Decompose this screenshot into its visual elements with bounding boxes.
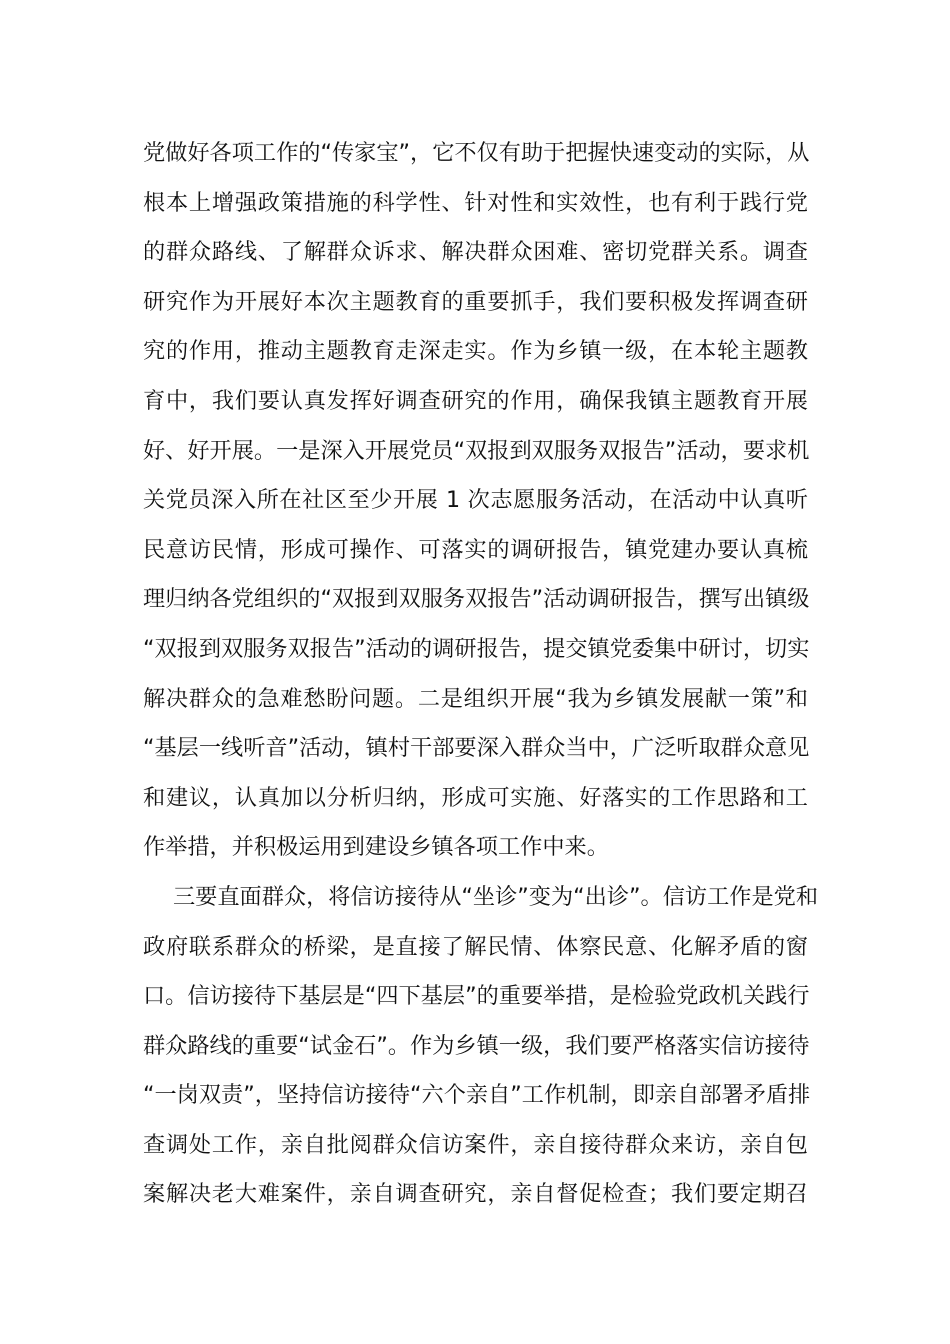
paragraph-1 [143, 129, 808, 873]
body-text [143, 129, 819, 1220]
text-line: 查调处工作，亲自批阅群众信访案件，亲自接待群众来访，亲自包 [143, 1131, 808, 1158]
text-line: 民意访民情，形成可操作、可落实的调研报告，镇党建办要认真梳 [143, 536, 808, 563]
text-line: 群众路线的重要“试金石”。作为乡镇一级，我们要严格落实信访接待 [143, 1032, 810, 1059]
text-line: 和建议，认真加以分析归纳，形成可实施、好落实的工作思路和工 [143, 784, 808, 811]
text-line: 解决群众的急难愁盼问题。二是组织开展“我为乡镇发展献一策”和 [143, 685, 808, 712]
text-line: 的群众路线、了解群众诉求、解决群众困难、密切党群关系。调查 [143, 239, 808, 266]
text-line: 育中，我们要认真发挥好调查研究的作用，确保我镇主题教育开展 [143, 387, 808, 414]
text-line: 党做好各项工作的“传家宝”，它不仅有助于把握快速变动的实际，从 [143, 140, 810, 166]
text-line: 理归纳各党组织的“双报到双服务双报告”活动调研报告，撰写出镇级 [143, 586, 810, 613]
text-line: 政府联系群众的桥梁，是直接了解民情、体察民意、化解矛盾的窗 [143, 933, 808, 960]
text-line: 案解决老大难案件，亲自调查研究，亲自督促检查；我们要定期召 [143, 1181, 808, 1208]
text-line: 三要直面群众，将信访接待从“坐诊”变为“出诊”。信访工作是党和 [173, 883, 819, 910]
paragraph-2 [143, 873, 819, 1220]
text-line: 关党员深入所在社区至少开展 1 次志愿服务活动，在活动中认真听 [143, 487, 808, 514]
text-line: 研究作为开展好本次主题教育的重要抓手，我们要积极发挥调查研 [143, 288, 808, 315]
text-line: “双报到双服务双报告”活动的调研报告，提交镇党委集中研讨，切实 [143, 635, 810, 662]
text-line: 究的作用，推动主题教育走深走实。作为乡镇一级，在本轮主题教 [143, 338, 808, 365]
text-line: “一岗双责”，坚持信访接待“六个亲自”工作机制，即亲自部署矛盾排 [143, 1082, 811, 1109]
text-line: 根本上增强政策措施的科学性、针对性和实效性，也有利于践行党 [143, 189, 808, 216]
text-line: 口。信访接待下基层是“四下基层”的重要举措，是检验党政机关践行 [143, 983, 810, 1010]
text-line: “基层一线听音”活动，镇村干部要深入群众当中，广泛听取群众意见 [143, 735, 810, 762]
text-line: 作举措，并积极运用到建设乡镇各项工作中来。 [143, 834, 609, 861]
text-line: 好、好开展。一是深入开展党员“双报到双服务双报告”活动，要求机 [143, 437, 810, 464]
